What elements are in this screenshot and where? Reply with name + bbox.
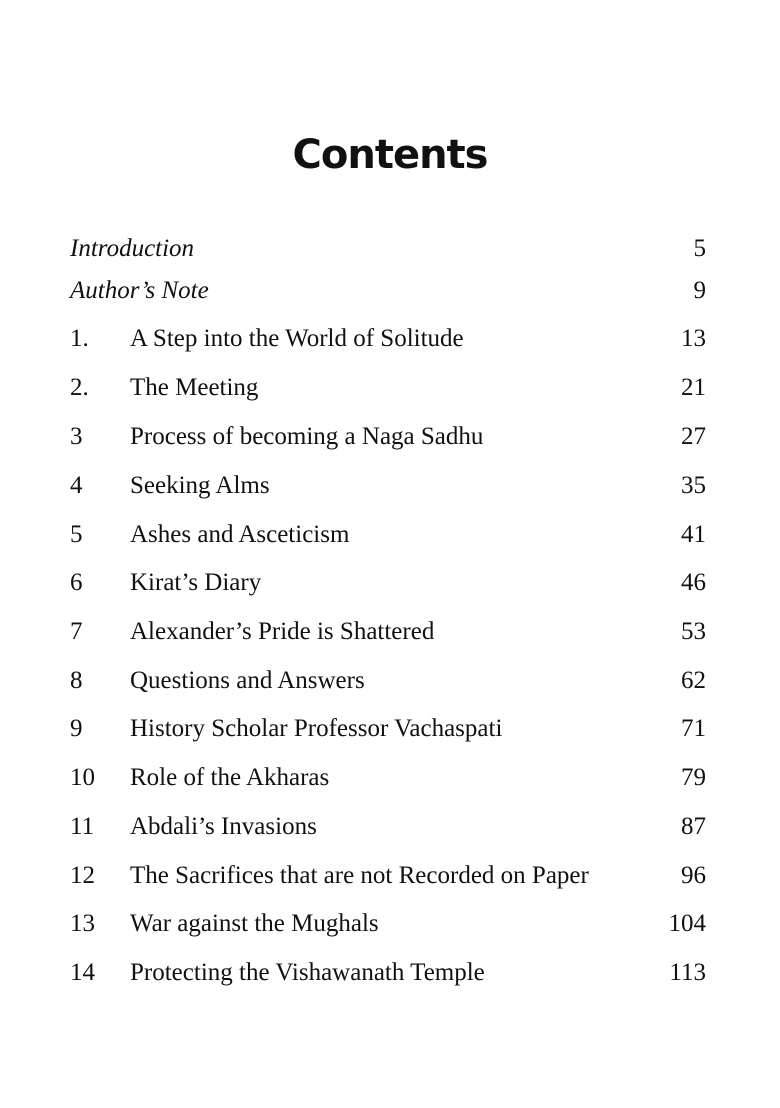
toc-entry (70, 859, 706, 893)
entry-number: 7 (70, 618, 83, 645)
toc-entry-introduction (70, 232, 706, 266)
toc-entry (70, 420, 706, 454)
entry-title: Abdali’s Invasions (130, 813, 317, 840)
entry-title: Questions and Answers (130, 667, 365, 694)
entry-title: Kirat’s Diary (130, 569, 262, 596)
entry-number: 10 (70, 764, 95, 791)
entry-title: A Step into the World of Solitude (130, 325, 464, 352)
toc-entry (70, 469, 706, 503)
entry-page: 46 (681, 569, 706, 596)
entry-page: 62 (681, 667, 706, 694)
entry-page: 5 (693, 235, 706, 262)
toc-entry (70, 371, 706, 405)
entry-title: Alexander’s Pride is Shattered (130, 618, 435, 645)
entry-title: Process of becoming a Naga Sadhu (130, 423, 484, 450)
entry-page: 9 (693, 277, 706, 304)
toc-entry (70, 810, 706, 844)
entry-page: 35 (681, 472, 706, 499)
toc-entry-authors-note (70, 274, 706, 308)
entry-title: Ashes and Asceticism (130, 521, 350, 548)
entry-title: War against the Mughals (130, 910, 379, 937)
entry-number: 6 (70, 569, 83, 596)
entry-page: 13 (681, 325, 706, 352)
entry-title: The Sacrifices that are not Recorded on Paper (130, 862, 589, 889)
entry-page: 96 (681, 862, 706, 889)
toc-entry (70, 907, 706, 941)
entry-title: Protecting the Vishawanath Temple (130, 959, 485, 986)
entry-number: 5 (70, 521, 83, 548)
entry-number: 2. (70, 374, 89, 401)
entry-page: 87 (681, 813, 706, 840)
entry-number: 9 (70, 715, 83, 742)
toc-entry (70, 322, 706, 356)
entry-number: 14 (70, 959, 95, 986)
entry-page: 71 (681, 715, 706, 742)
entry-number: 11 (70, 813, 95, 840)
entry-number: 3 (70, 423, 83, 450)
entry-page: 53 (681, 618, 706, 645)
entry-number: 1. (70, 325, 89, 352)
toc-entry (70, 956, 706, 990)
entry-number: 4 (70, 472, 83, 499)
entry-page: 27 (681, 423, 706, 450)
entry-page: 21 (681, 374, 706, 401)
entry-number: 8 (70, 667, 83, 694)
toc-entry (70, 761, 706, 795)
entry-title: Introduction (70, 235, 195, 262)
entry-page: 104 (668, 910, 706, 937)
toc-entry (70, 712, 706, 746)
entry-page: 113 (669, 959, 706, 986)
entry-page: 79 (681, 764, 706, 791)
toc-entry (70, 518, 706, 552)
toc-entry (70, 566, 706, 600)
entry-number: 13 (70, 910, 95, 937)
entry-title: History Scholar Professor Vachaspati (130, 715, 503, 742)
entry-number: 12 (70, 862, 95, 889)
toc-entry (70, 664, 706, 698)
entry-title: Role of the Akharas (130, 764, 330, 791)
page-title: Contents (292, 132, 488, 178)
entry-page: 41 (681, 521, 706, 548)
entry-title: Author’s Note (70, 277, 209, 304)
entry-title: The Meeting (130, 374, 259, 401)
toc-entry (70, 615, 706, 649)
entry-title: Seeking Alms (130, 472, 270, 499)
